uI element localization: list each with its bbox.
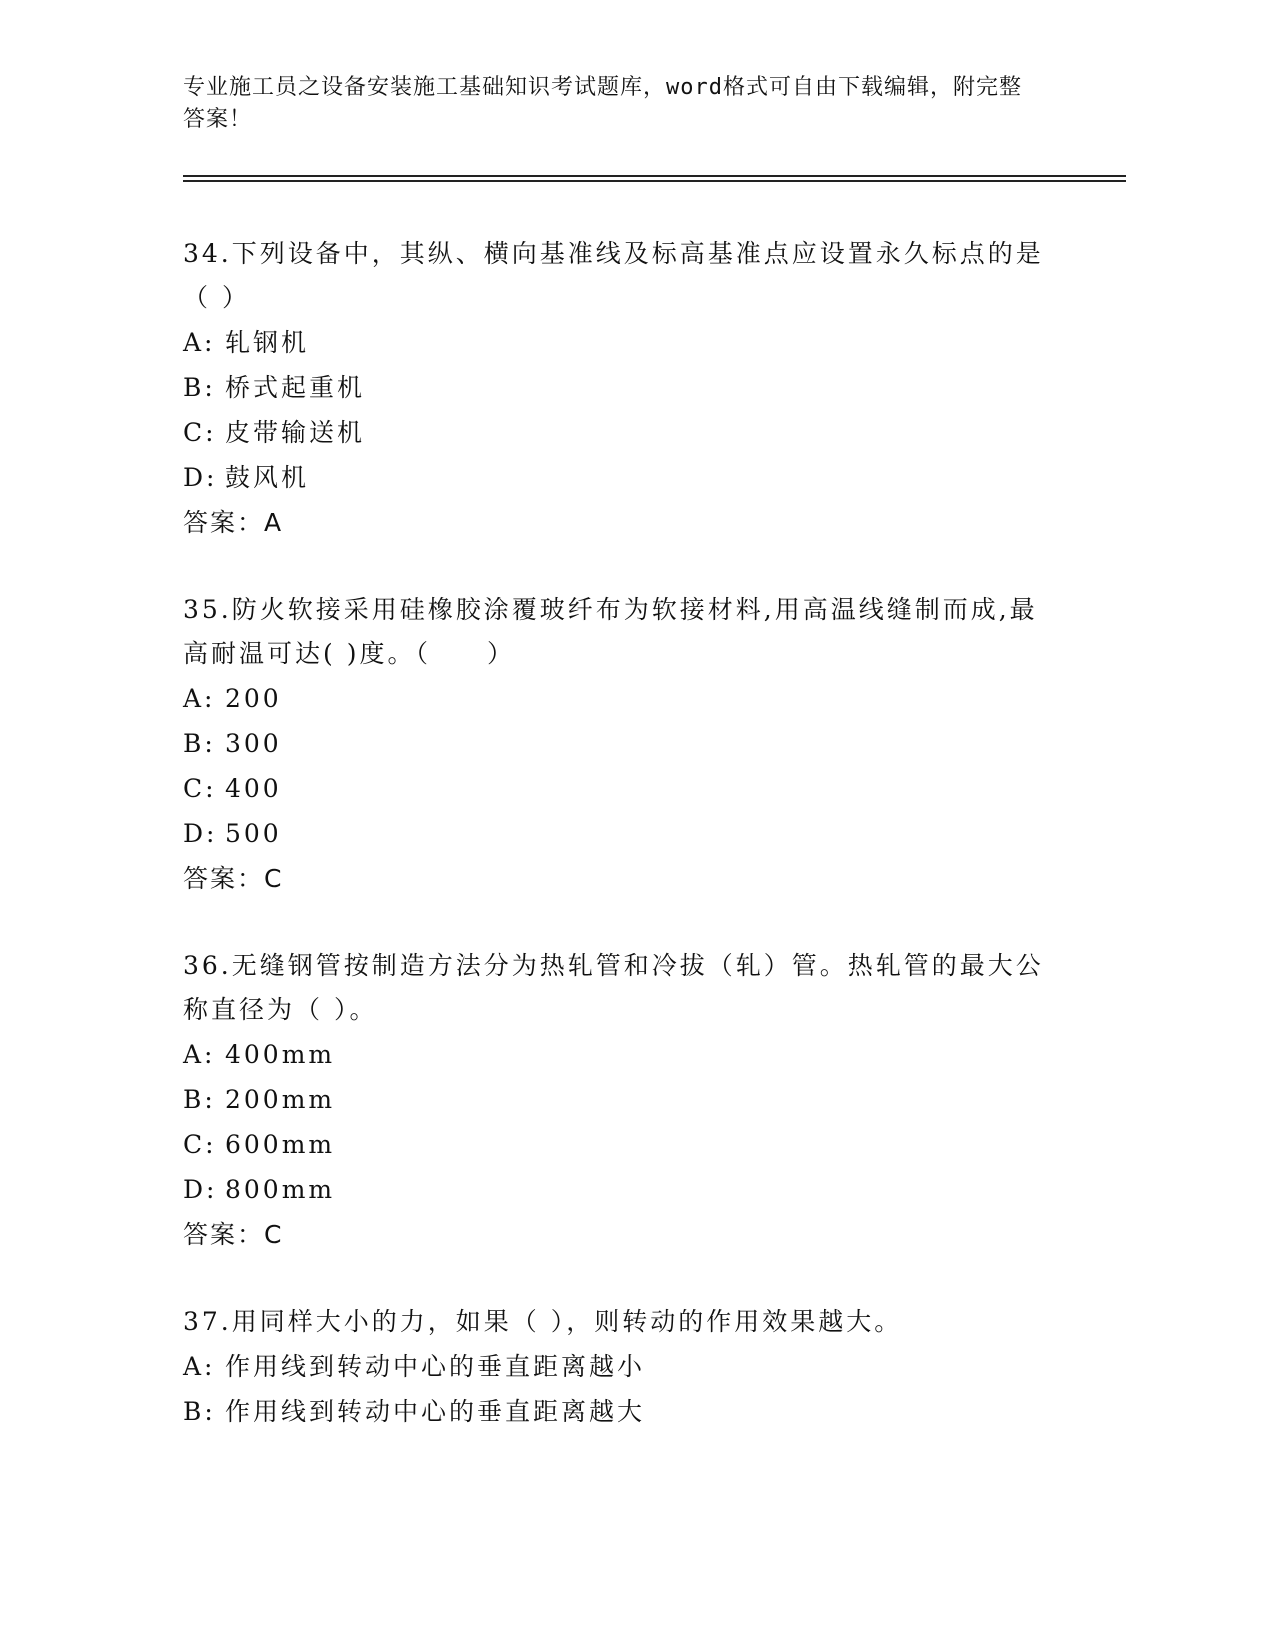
- option-b: [183, 1077, 1063, 1122]
- option-letter: C:: [183, 1130, 217, 1159]
- answer-line: 答案：C: [183, 864, 284, 893]
- option-c: [183, 766, 1063, 811]
- header-divider-top: [183, 175, 1126, 177]
- question-34: [183, 232, 1063, 546]
- answer-line: 答案：C: [183, 1220, 284, 1249]
- option-letter: B:: [183, 1397, 216, 1426]
- option-text: 作用线到转动中心的垂直距离越小: [225, 1352, 646, 1381]
- option-letter: B:: [183, 1085, 216, 1114]
- header-divider-bottom: [183, 180, 1126, 182]
- option-text: 200mm: [225, 1085, 336, 1114]
- option-c: [183, 1122, 1063, 1167]
- option-d: [183, 455, 1063, 500]
- option-letter: D:: [183, 463, 218, 492]
- option-text: 300: [225, 729, 282, 758]
- option-text: 鼓风机: [225, 463, 310, 492]
- option-text: 轧钢机: [225, 328, 310, 357]
- question-37: [183, 1300, 1063, 1434]
- option-a: [183, 1032, 1063, 1077]
- answer-line: 答案：A: [183, 508, 284, 537]
- option-text: 600mm: [225, 1130, 336, 1159]
- option-a: [183, 676, 1063, 721]
- option-text: 桥式起重机: [225, 373, 366, 402]
- option-letter: A:: [183, 328, 216, 357]
- option-letter: C:: [183, 774, 217, 803]
- option-b: [183, 1389, 1063, 1434]
- option-letter: D:: [183, 1175, 218, 1204]
- option-a: [183, 320, 1063, 365]
- option-text: 作用线到转动中心的垂直距离越大: [225, 1397, 646, 1426]
- option-letter: A:: [183, 684, 216, 713]
- option-text: 400mm: [225, 1040, 336, 1069]
- question-stem: 36.无缝钢管按制造方法分为热轧管和冷拔（轧）管。热轧管的最大公称直径为（ ）。: [183, 951, 1044, 1024]
- option-d: [183, 811, 1063, 856]
- question-stem: 34.下列设备中，其纵、横向基准线及标高基准点应设置永久标点的是（ ）: [183, 239, 1044, 312]
- option-a: [183, 1344, 1063, 1389]
- option-d: [183, 1167, 1063, 1212]
- option-letter: B:: [183, 373, 216, 402]
- question-36: [183, 944, 1063, 1258]
- option-letter: A:: [183, 1352, 216, 1381]
- option-text: 800mm: [225, 1175, 336, 1204]
- option-text: 400: [225, 774, 282, 803]
- option-c: [183, 410, 1063, 455]
- option-letter: A:: [183, 1040, 216, 1069]
- option-text: 皮带输送机: [225, 418, 366, 447]
- question-list: [183, 232, 1063, 1476]
- question-stem: 37.用同样大小的力，如果（ ），则转动的作用效果越大。: [183, 1307, 903, 1336]
- option-b: [183, 721, 1063, 766]
- option-letter: C:: [183, 418, 217, 447]
- option-letter: D:: [183, 819, 218, 848]
- question-35: [183, 588, 1063, 902]
- question-stem: 35.防火软接采用硅橡胶涂覆玻纤布为软接材料,用高温线缝制而成,最高耐温可达( )度。（ ）: [183, 595, 1038, 668]
- option-b: [183, 365, 1063, 410]
- option-text: 200: [225, 684, 282, 713]
- document-header: 专业施工员之设备安装施工基础知识考试题库，word格式可自由下载编辑，附完整答案！: [183, 75, 1022, 132]
- option-text: 500: [225, 819, 282, 848]
- option-letter: B:: [183, 729, 216, 758]
